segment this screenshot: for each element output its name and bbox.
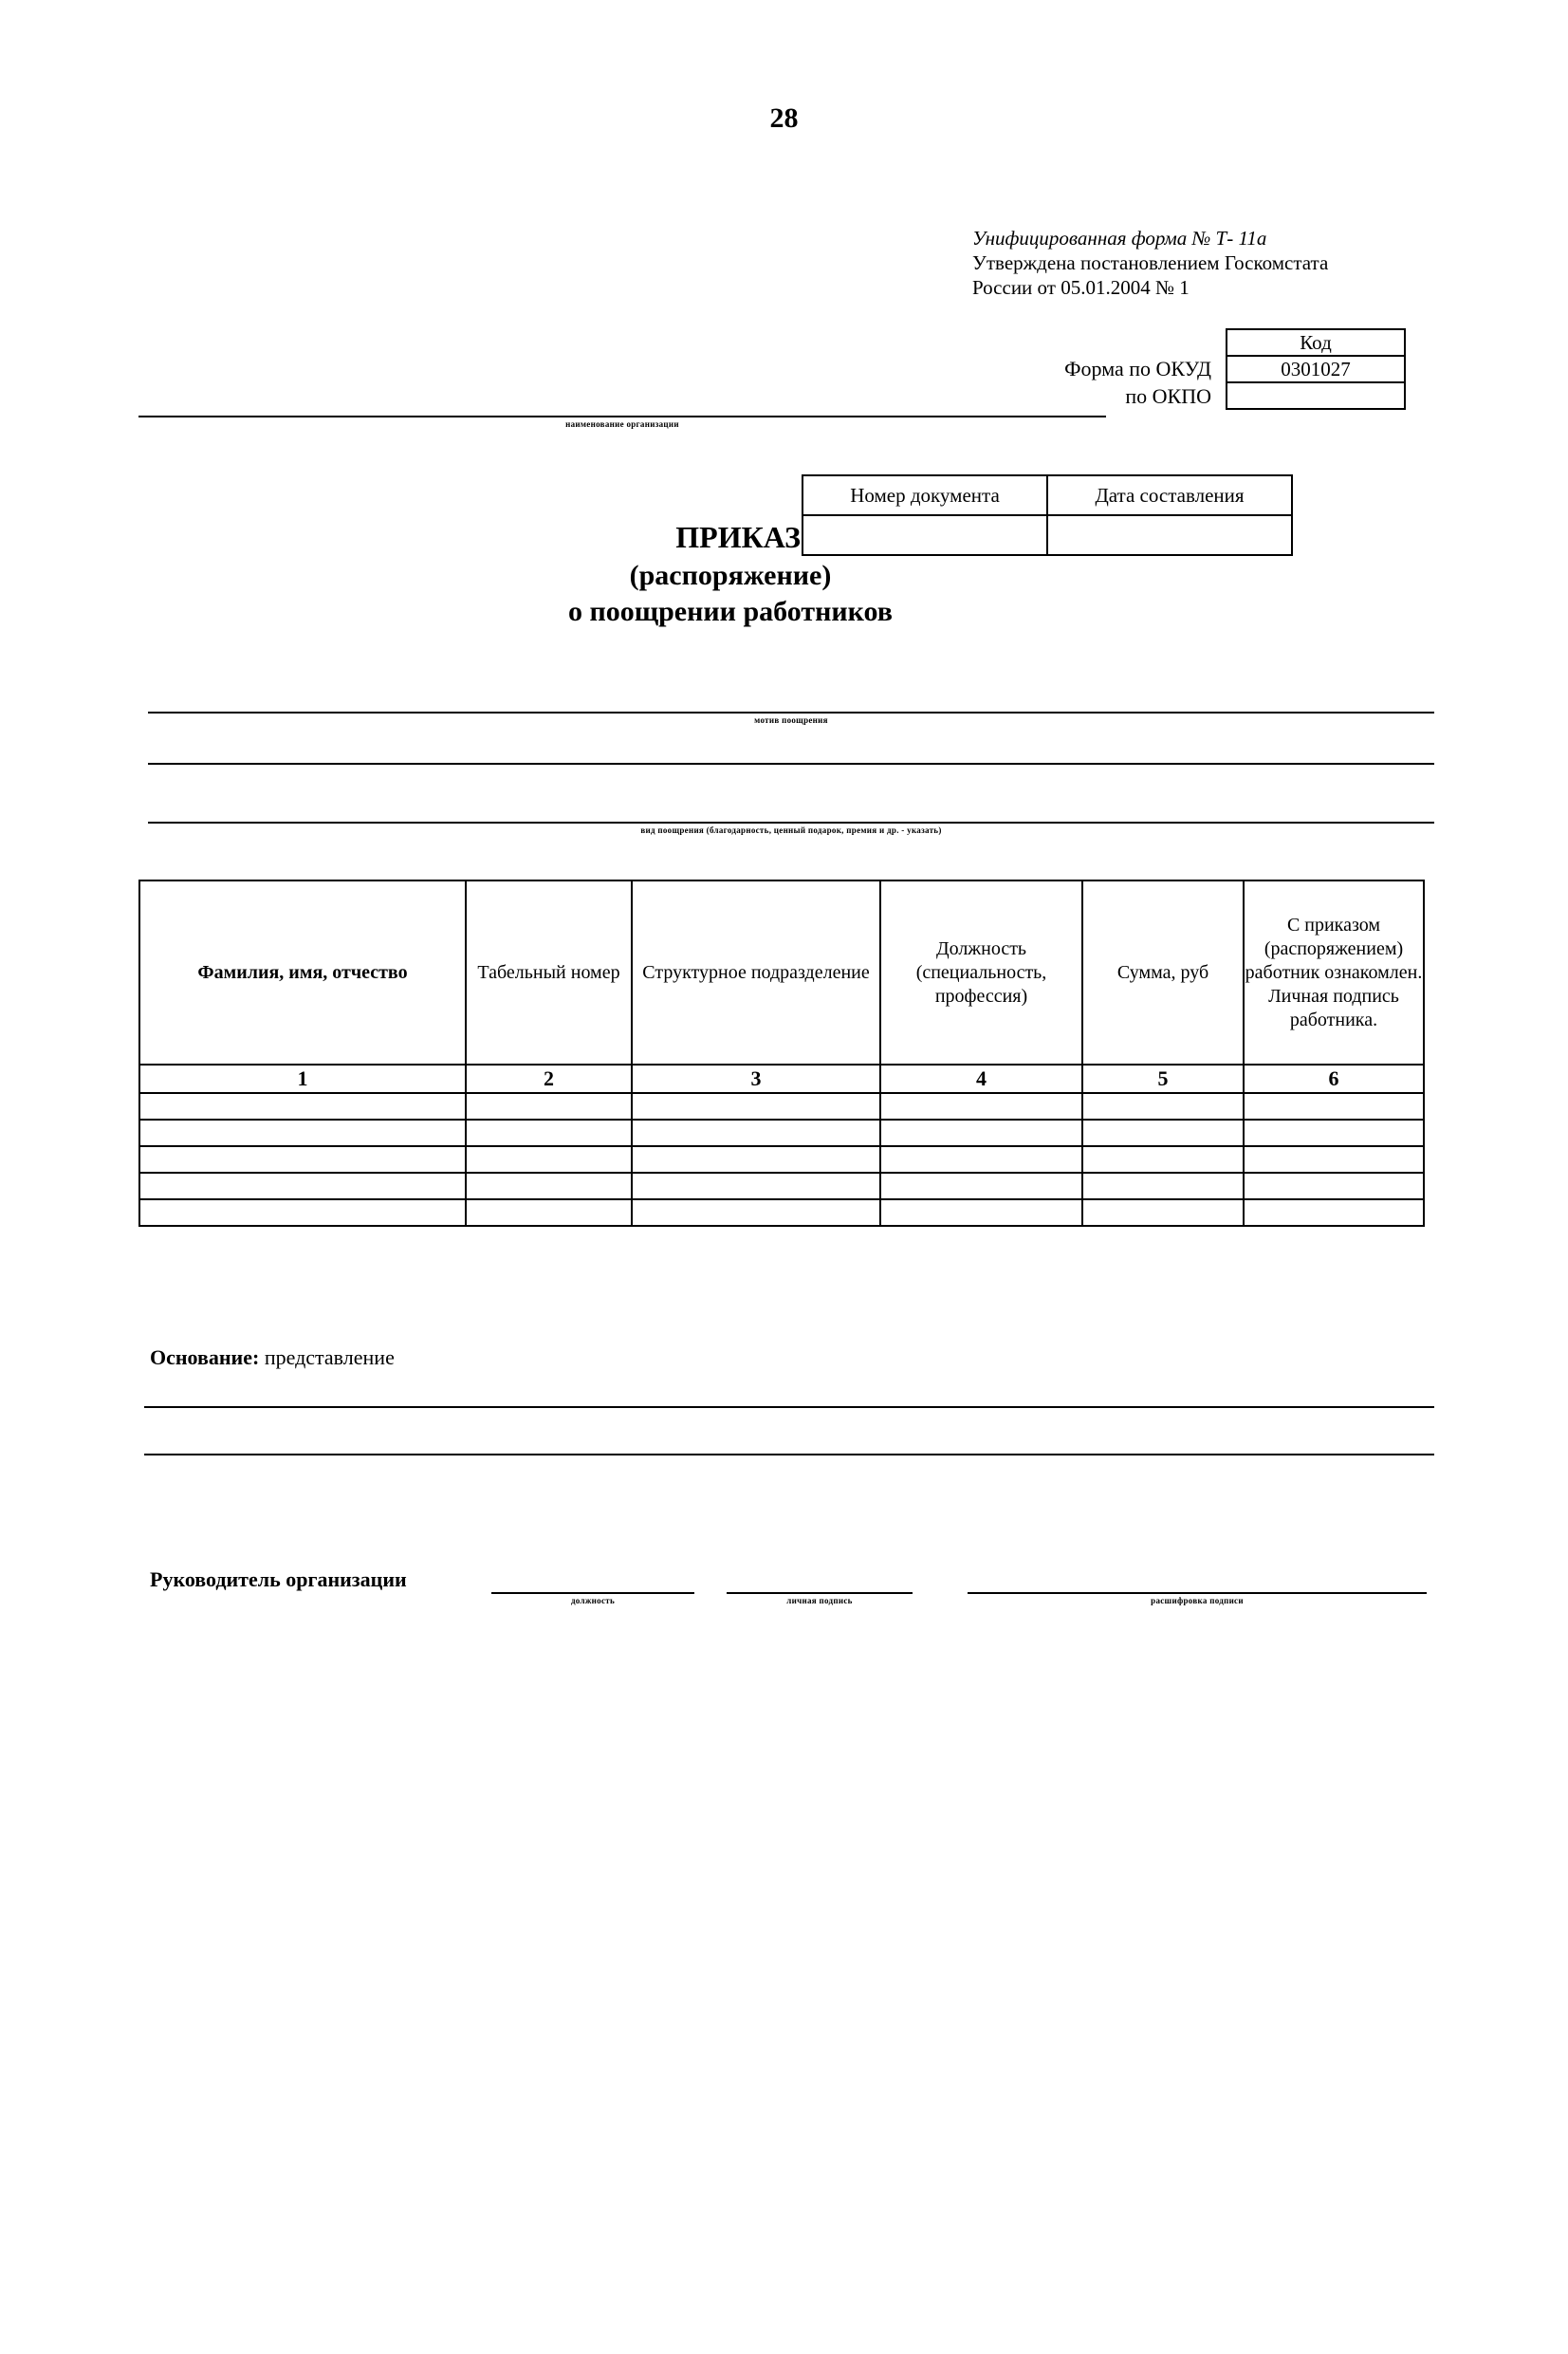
table-cell[interactable]: [1082, 1173, 1244, 1199]
table-row: [139, 1093, 1424, 1120]
table-cell[interactable]: [880, 1199, 1082, 1226]
document-number-header: Номер документа: [802, 475, 1047, 515]
table-cell[interactable]: [466, 1146, 632, 1173]
col-number: 2: [466, 1065, 632, 1093]
personal-signature-caption: личная подпись: [786, 1596, 853, 1605]
table-cell[interactable]: [1082, 1146, 1244, 1173]
table-cell[interactable]: [139, 1173, 466, 1199]
code-header: Код: [1227, 329, 1405, 356]
approved-by: Утверждена постановлением Госкомстата: [972, 251, 1329, 274]
col-number: 5: [1082, 1065, 1244, 1093]
col-header-department: Структурное подразделение: [632, 880, 880, 1065]
kind-line[interactable]: [148, 822, 1434, 824]
table-cell[interactable]: [1244, 1146, 1424, 1173]
table-cell[interactable]: [632, 1173, 880, 1199]
organization-line[interactable]: [138, 416, 1106, 417]
table-row: [139, 1199, 1424, 1226]
kind-caption: вид поощрения (благодарность, ценный подарок, премия и др. - указать): [640, 825, 942, 835]
title-order: ПРИКАЗ: [675, 520, 801, 554]
table-row: [139, 1146, 1424, 1173]
col-header-acknowledgement: С приказом (распоряжением) работник ознакомлен. Личная подпись работника.: [1244, 880, 1424, 1065]
table-cell[interactable]: [139, 1120, 466, 1146]
table-cell[interactable]: [466, 1093, 632, 1120]
table-cell[interactable]: [466, 1120, 632, 1146]
table-cell[interactable]: [1244, 1120, 1424, 1146]
basis-text: представление: [264, 1345, 395, 1369]
position-caption: должность: [570, 1596, 616, 1605]
col-number: 3: [632, 1065, 880, 1093]
signature-decode-line[interactable]: [968, 1592, 1427, 1594]
approved-date: России от 05.01.2004 № 1: [972, 276, 1190, 299]
motive-line-2[interactable]: [148, 763, 1434, 765]
document-date-header: Дата составления: [1047, 475, 1292, 515]
table-cell[interactable]: [632, 1093, 880, 1120]
personal-signature-line[interactable]: [727, 1592, 913, 1594]
document-number-field[interactable]: [802, 515, 1047, 555]
basis-row: [150, 1345, 395, 1370]
table-row: [139, 1120, 1424, 1146]
table-cell[interactable]: [880, 1173, 1082, 1199]
table-cell[interactable]: [880, 1146, 1082, 1173]
table-cell[interactable]: [632, 1120, 880, 1146]
document-info-table: [802, 474, 1293, 556]
table-cell[interactable]: [632, 1146, 880, 1173]
table-cell[interactable]: [1082, 1120, 1244, 1146]
table-row: [139, 1173, 1424, 1199]
col-number: 4: [880, 1065, 1082, 1093]
codes-table: [1226, 328, 1406, 410]
table-cell[interactable]: [880, 1120, 1082, 1146]
title-subtitle: (распоряжение): [629, 560, 832, 591]
table-cell[interactable]: [632, 1199, 880, 1226]
okud-value[interactable]: 0301027: [1227, 356, 1405, 382]
employees-table: [138, 880, 1425, 1227]
col-number: 1: [139, 1065, 466, 1093]
table-cell[interactable]: [139, 1146, 466, 1173]
col-header-name: Фамилия, имя, отчество: [139, 880, 466, 1065]
page-number: 28: [769, 102, 799, 134]
table-cell[interactable]: [1244, 1173, 1424, 1199]
col-number: 6: [1244, 1065, 1424, 1093]
basis-line-2[interactable]: [144, 1454, 1434, 1455]
form-name: Унифицированная форма № Т- 11а: [972, 227, 1267, 250]
okpo-label: по ОКПО: [1125, 384, 1211, 408]
table-cell[interactable]: [1082, 1093, 1244, 1120]
okpo-value[interactable]: [1227, 382, 1405, 409]
table-cell[interactable]: [880, 1093, 1082, 1120]
signature-label: Руководитель организации: [150, 1567, 407, 1591]
motive-line[interactable]: [148, 712, 1434, 714]
basis-line[interactable]: [144, 1406, 1434, 1408]
col-header-personnel-number: Табельный номер: [466, 880, 632, 1065]
table-cell[interactable]: [466, 1199, 632, 1226]
table-cell[interactable]: [139, 1093, 466, 1120]
basis-label: Основание:: [150, 1345, 260, 1369]
document-date-field[interactable]: [1047, 515, 1292, 555]
title-purpose: о поощрении работников: [567, 596, 893, 627]
table-cell[interactable]: [466, 1173, 632, 1199]
organization-caption: наименование организации: [565, 419, 679, 429]
okud-label: Форма по ОКУД: [1064, 357, 1211, 380]
table-cell[interactable]: [1082, 1199, 1244, 1226]
col-header-position: Должность (специальность, профессия): [880, 880, 1082, 1065]
position-line[interactable]: [491, 1592, 694, 1594]
table-cell[interactable]: [139, 1199, 466, 1226]
table-cell[interactable]: [1244, 1199, 1424, 1226]
motive-caption: мотив поощрения: [754, 715, 828, 725]
table-cell[interactable]: [1244, 1093, 1424, 1120]
col-header-amount: Сумма, руб: [1082, 880, 1244, 1065]
signature-decode-caption: расшифровка подписи: [1151, 1596, 1244, 1605]
